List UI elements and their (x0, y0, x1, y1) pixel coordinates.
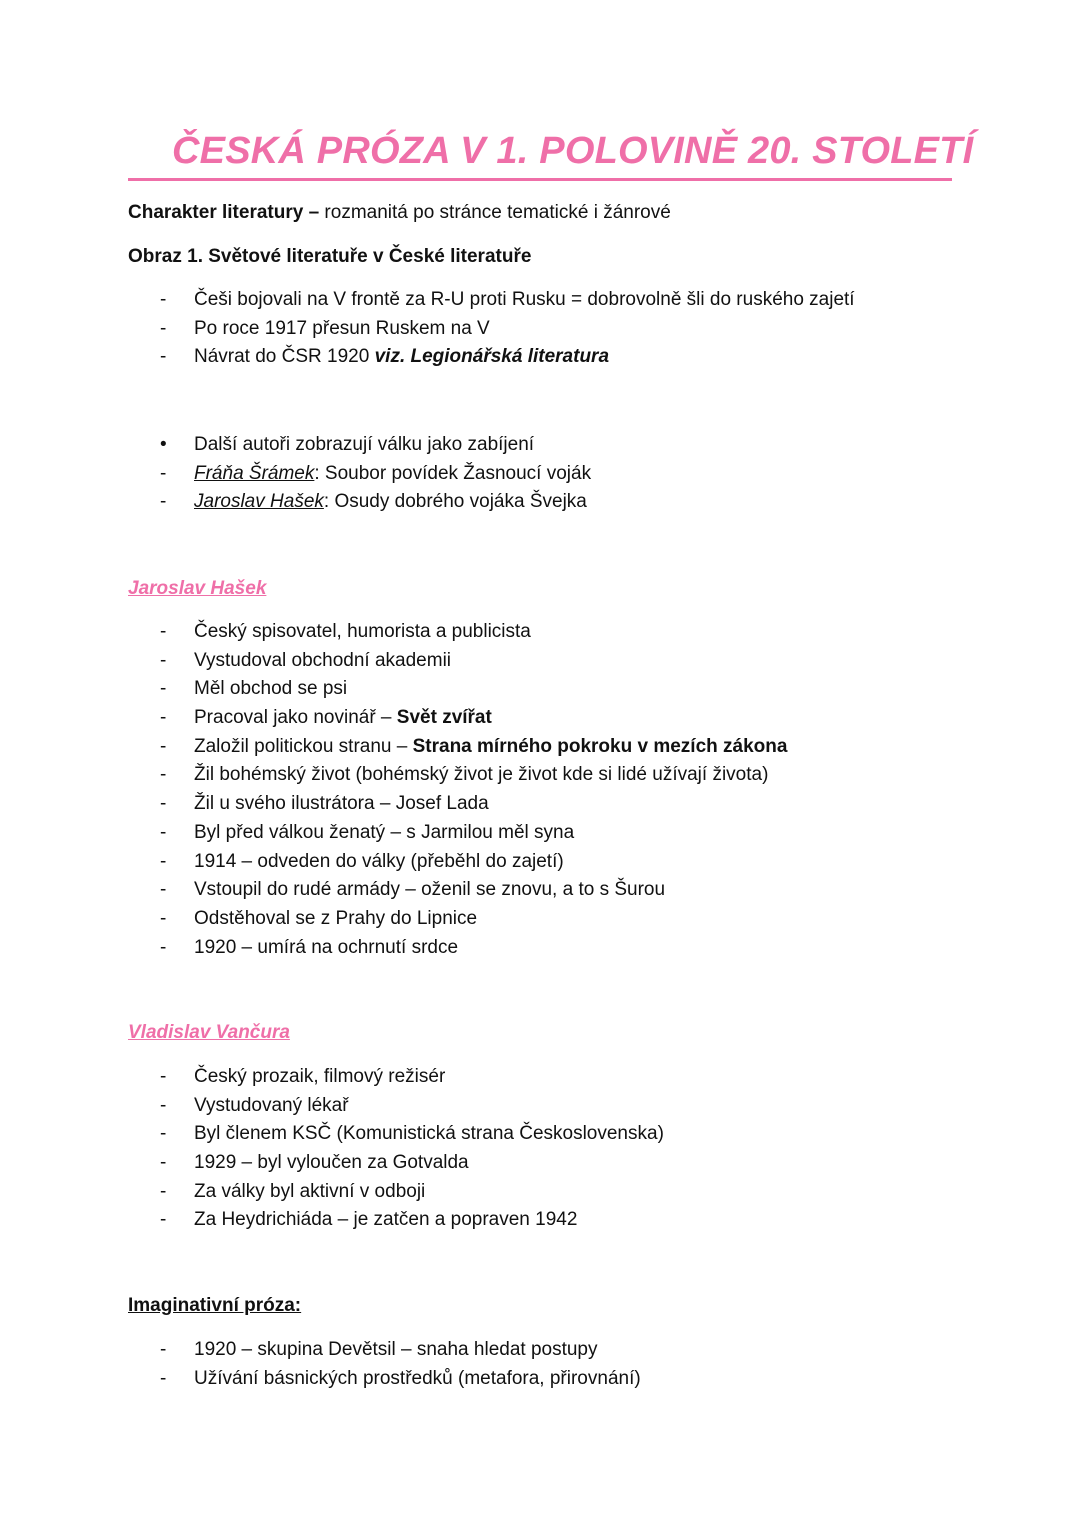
work-title: : Soubor povídek Žasnoucí voják (314, 462, 592, 484)
party-name: Strana mírného pokroku v mezích zákona (412, 735, 788, 757)
list-item-text (194, 346, 609, 368)
list-item-text: Češi bojovali na V frontě za R-U proti Rusku = dobrovolně šli do ruského zajetí (194, 289, 855, 310)
document-page: ČESKÁ PRÓZA V 1. POLOVINĚ 20. STOLETÍ Charakter literatury – rozmanitá po stránce tematické i žánrové Obraz 1. Světové literatuře v České literatuře - Češi bojovali na V frontě za R-U proti Rusku = dobrovolně šli do ruského zajetí - Po roce 1917 přesun Ruskem na V - Návrat do ČSR 1920 viz. Legionářská literatura • Další autoři zobrazují válku jako zabíjení - Fráňa Šrámek: Soubor povídek Žasnoucí voják - Jaroslav Hašek: Osudy dobrého vojáka Švejka Jaroslav Hašek - Český spisovatel, humorista a publicista - Vystudoval obchodní akademii - Měl obchod se psi - Pracoval jako novinář – Svět zvířat - Založil politickou stranu – Strana mírného pokroku v mezích zákona - Žil bohémský život (bohémský život je život kde si lidé užívají života) - Žil u svého ilustrátora – Josef Lada - Byl před válkou ženatý – s Jarmilou měl syna - 1914 – odveden do války (přeběhl do zajetí) - Vstoupil do rudé armády – oženil se znovu, a to s Šurou - Odstěhoval se z Prahy do Lipnice - 1920 – umírá na ochrnutí srdce Vladislav Vančura - Český prozaik, filmový režisér - Vystudovaný lékař - Byl členem KSČ (Komunistická strana Československa) - 1929 – byl vyloučen za Gotvalda - Za války byl aktivní v odboji - Za Heydrichiáda – je zatčen a popraven 1942 Imaginativní próza: - 1920 – skupina Devětsil – snaha hledat postupy - Užívání básnických prostředků (metafora, přirovnání) (128, 130, 974, 1389)
list-item-plain: Návrat do ČSR 1920 (194, 346, 375, 368)
list-item-text: 1929 – byl vyloučen za Gotvalda (194, 1152, 469, 1174)
list-item-text: Byl členem KSČ (Komunistická strana Československa) (194, 1123, 664, 1145)
dash-marker: - (160, 491, 167, 513)
list-item-text: Vstoupil do rudé armády – oženil se znovu, a to s Šurou (194, 879, 666, 901)
list-item-text: Za Heydrichiáda – je zatčen a popraven 1942 (194, 1209, 578, 1231)
list-item-text: Vystudovaný lékař (194, 1094, 349, 1116)
character-text: rozmanitá po stránce tematické i žánrové (319, 202, 671, 223)
list-item-text: Žil u svého ilustrátora – Josef Lada (194, 793, 489, 815)
bullet-marker: • (160, 434, 167, 455)
page-title: ČESKÁ PRÓZA V 1. POLOVINĚ 20. STOLETÍ (172, 130, 974, 172)
list-item-text: Vystudoval obchodní akademii (194, 649, 452, 671)
list-item-text: Pracoval jako novinář – Svět zvířat (194, 707, 492, 729)
list-item-text: Žil bohémský život (bohémský život je život kde si lidé užívají života) (194, 764, 769, 786)
list-item-text: 1920 – skupina Devětsil – snaha hledat postupy (194, 1339, 598, 1360)
list-item-text: Po roce 1917 přesun Ruskem na V (194, 317, 490, 339)
list-item-text: 1920 – umírá na ochrnutí srdce (194, 936, 459, 958)
dash-marker: - (160, 462, 167, 484)
author-name: Fráňa Šrámek (194, 462, 315, 484)
list-item-text: Byl před válkou ženatý – s Jarmilou měl syna (194, 821, 575, 843)
work-title: : Osudy dobrého vojáka Švejka (323, 491, 587, 513)
list-item-text: Odstěhoval se z Prahy do Lipnice (194, 907, 478, 929)
title-underline (128, 128, 974, 181)
author-name: Jaroslav Hašek (194, 491, 324, 513)
list-item-text: Užívání básnických prostředků (metafora, přirovnání) (194, 1367, 641, 1389)
list-item-text (194, 491, 587, 513)
imaginative-heading: Imaginativní próza: (128, 1295, 302, 1316)
list-item-text: 1914 – odveden do války (přeběhl do zajetí) (194, 850, 564, 872)
character-line (128, 202, 671, 224)
list-item-text (194, 463, 591, 485)
list-item-text: Za války byl aktivní v odboji (194, 1180, 426, 1202)
magazine-name: Svět zvířat (396, 707, 492, 729)
list-item-text: Český spisovatel, humorista a publicista (194, 621, 531, 642)
list-item-text: Český prozaik, filmový režisér (194, 1066, 446, 1087)
legion-literature-ref: viz. Legionářská literatura (374, 346, 610, 368)
hasek-heading: Jaroslav Hašek (128, 578, 267, 599)
list-item-text: Měl obchod se psi (194, 678, 348, 700)
list-item-text: Další autoři zobrazují válku jako zabíjení (194, 434, 535, 455)
dash-marker: - (160, 346, 167, 368)
character-label: Charakter literatury – (128, 202, 320, 223)
image-heading: Obraz 1. Světové literatuře v České literatuře (128, 246, 532, 267)
list-item-text: Založil politickou stranu – Strana mírného pokroku v mezích zákona (194, 735, 788, 757)
vancura-heading: Vladislav Vančura (128, 1022, 290, 1043)
dash-marker: - (160, 289, 167, 310)
dash-marker: - (160, 317, 167, 339)
